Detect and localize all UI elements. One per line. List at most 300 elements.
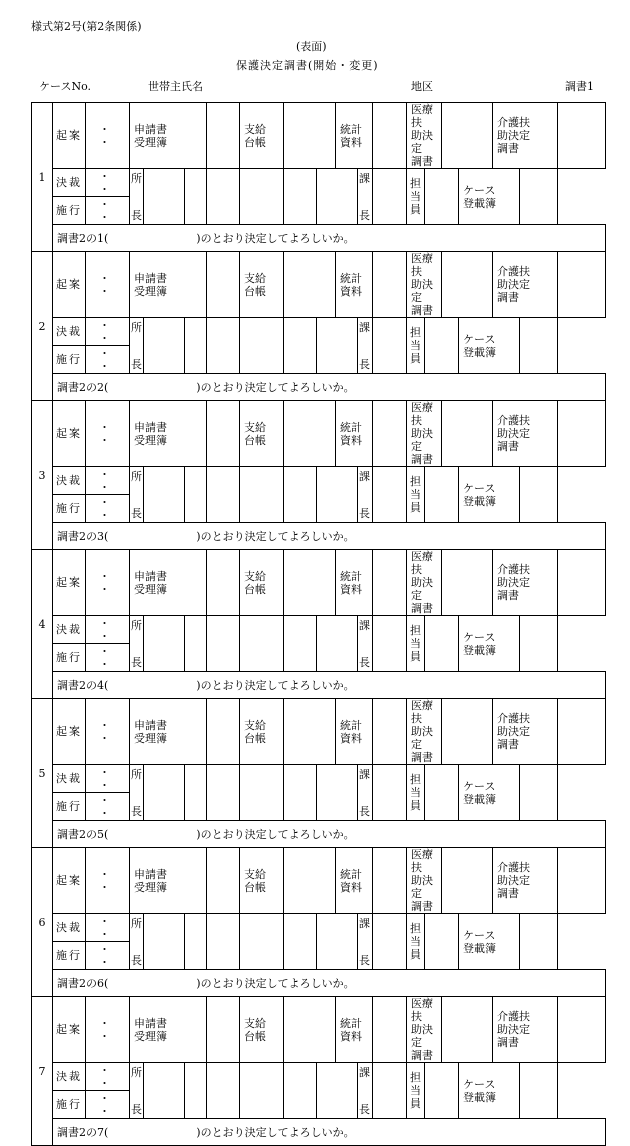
application-line-1: 申請書	[134, 718, 167, 732]
medical-aid-stamp[interactable]	[442, 699, 493, 765]
case-register-stamp[interactable]	[520, 765, 558, 821]
medical-aid-stamp[interactable]	[442, 997, 493, 1063]
section-chief-char-2: 長	[359, 954, 371, 967]
application-line-1: 申請書	[134, 122, 167, 136]
director-char-1: 所	[131, 172, 142, 185]
statistics-line-1: 統計	[340, 420, 363, 434]
draft-label: 起案	[53, 252, 86, 318]
director-seal-1[interactable]	[144, 765, 185, 821]
payment-line-2: 台帳	[244, 135, 267, 149]
statistics-stamp[interactable]	[373, 997, 407, 1063]
payment-line-1: 支給	[244, 1016, 267, 1030]
director-char-2: 長	[131, 507, 142, 520]
caseworker-label	[407, 318, 425, 374]
application-register-stamp[interactable]	[207, 252, 240, 318]
medical-line-3: 調書	[411, 900, 434, 913]
medical-line-2: 助決定	[411, 1023, 434, 1049]
medical-line-2: 助決定	[411, 874, 434, 900]
application-register-stamp[interactable]	[207, 550, 240, 616]
director-seal-4[interactable]	[240, 616, 284, 672]
medical-line-3: 調書	[411, 751, 434, 764]
director-seal-1[interactable]	[144, 914, 185, 970]
director-seal-5[interactable]	[284, 616, 317, 672]
section-chief-char-1: 課	[359, 917, 371, 930]
execution-date-field[interactable]: ・ ・	[86, 1091, 130, 1119]
case-register-line-1: ケース	[463, 630, 496, 644]
statistics-line-1: 統計	[340, 271, 363, 285]
statistics-line-2: 資料	[340, 731, 363, 745]
medical-aid-label	[407, 848, 442, 914]
confirmation-prefix: 調書2の1(	[57, 231, 109, 245]
director-seal-1[interactable]	[144, 169, 185, 225]
execution-label: 施行	[53, 495, 86, 523]
payment-ledger-stamp[interactable]	[284, 550, 336, 616]
section-chief-seal[interactable]	[373, 467, 407, 523]
section-chief-char-2: 長	[359, 656, 371, 669]
application-line-1: 申請書	[134, 1016, 167, 1030]
section-chief-seal[interactable]	[373, 1063, 407, 1119]
section-chief-seal[interactable]	[373, 616, 407, 672]
care-aid-stamp[interactable]	[558, 252, 606, 318]
case-register-label	[459, 1063, 520, 1119]
execution-date-field[interactable]: ・ ・	[86, 197, 130, 225]
director-seal-5[interactable]	[284, 467, 317, 523]
execution-label: 施行	[53, 942, 86, 970]
caseworker-char-3: 員	[410, 352, 422, 365]
payment-ledger-stamp[interactable]	[284, 848, 336, 914]
payment-ledger-stamp[interactable]	[284, 252, 336, 318]
caseworker-char-1: 担	[410, 177, 422, 190]
medical-aid-label	[407, 252, 442, 318]
decision-date-field[interactable]: ・ ・	[86, 467, 130, 495]
medical-aid-stamp[interactable]	[442, 848, 493, 914]
director-seal-4[interactable]	[240, 1063, 284, 1119]
director-seal-3[interactable]	[207, 616, 240, 672]
care-line-2: 助決定	[497, 576, 531, 589]
medical-aid-stamp[interactable]	[442, 401, 493, 467]
director-seal-2[interactable]	[185, 914, 207, 970]
care-line-3: 調書	[497, 589, 520, 602]
caseworker-char-3: 員	[410, 203, 422, 216]
statistics-label	[336, 550, 373, 616]
decision-label: 決裁	[53, 169, 86, 197]
case-register-line-2: 登載簿	[463, 941, 497, 955]
draft-date-field[interactable]: ・ ・	[86, 848, 130, 914]
decision-date-field[interactable]: ・ ・	[86, 318, 130, 346]
section-chief-label	[358, 169, 373, 225]
case-register-line-2: 登載簿	[463, 345, 497, 359]
block-number: 3	[32, 401, 53, 550]
case-register-stamp[interactable]	[520, 914, 558, 970]
director-seal-6[interactable]	[317, 169, 358, 225]
block-row-decision	[32, 318, 606, 346]
statistics-line-2: 資料	[340, 1029, 363, 1043]
caseworker-seal[interactable]	[425, 765, 459, 821]
director-char-2: 長	[131, 805, 142, 818]
case-register-stamp[interactable]	[520, 169, 558, 225]
confirmation-text[interactable]	[53, 1119, 606, 1146]
block-number: 1	[32, 103, 53, 252]
statistics-line-2: 資料	[340, 880, 363, 894]
section-chief-label	[358, 914, 373, 970]
caseworker-seal[interactable]	[425, 1063, 459, 1119]
medical-line-3: 調書	[411, 304, 434, 317]
statistics-label	[336, 848, 373, 914]
execution-date-field[interactable]: ・ ・	[86, 793, 130, 821]
section-chief-char-1: 課	[359, 172, 371, 185]
care-line-3: 調書	[497, 887, 520, 900]
director-seal-3[interactable]	[207, 318, 240, 374]
director-seal-2[interactable]	[185, 1063, 207, 1119]
care-line-1: 介護扶	[497, 1010, 531, 1023]
director-seal-1[interactable]	[144, 467, 185, 523]
case-register-label	[459, 765, 520, 821]
director-label	[130, 467, 144, 523]
block-number: 2	[32, 252, 53, 401]
caseworker-label	[407, 1063, 425, 1119]
director-seal-2[interactable]	[185, 169, 207, 225]
case-register-stamp[interactable]	[520, 616, 558, 672]
payment-line-1: 支給	[244, 569, 267, 583]
case-register-line-2: 登載簿	[463, 1090, 497, 1104]
block-row-decision	[32, 765, 606, 793]
medical-aid-label	[407, 401, 442, 467]
draft-label: 起案	[53, 550, 86, 616]
statistics-label	[336, 103, 373, 169]
director-seal-3[interactable]	[207, 169, 240, 225]
decision-label: 決裁	[53, 1063, 86, 1091]
confirmation-text[interactable]	[53, 821, 606, 848]
payment-line-1: 支給	[244, 420, 267, 434]
draft-label: 起案	[53, 103, 86, 169]
director-label	[130, 616, 144, 672]
medical-line-3: 調書	[411, 602, 434, 615]
form-number: 様式第2号(第2条関係)	[31, 20, 142, 33]
execution-date-field[interactable]: ・ ・	[86, 346, 130, 374]
director-seal-5[interactable]	[284, 1063, 317, 1119]
section-chief-char-2: 長	[359, 507, 371, 520]
care-aid-stamp[interactable]	[558, 401, 606, 467]
application-line-1: 申請書	[134, 420, 167, 434]
case-register-line-1: ケース	[463, 1077, 496, 1091]
application-register-stamp[interactable]	[207, 699, 240, 765]
medical-line-2: 助決定	[411, 278, 434, 304]
care-aid-stamp[interactable]	[558, 103, 606, 169]
director-seal-3[interactable]	[207, 765, 240, 821]
payment-line-2: 台帳	[244, 433, 267, 447]
section-chief-char-1: 課	[359, 321, 371, 334]
director-label	[130, 318, 144, 374]
director-seal-5[interactable]	[284, 169, 317, 225]
page-title: 保護決定調書(開始・変更)	[236, 59, 379, 72]
confirmation-text[interactable]	[53, 225, 606, 252]
caseworker-label	[407, 914, 425, 970]
director-seal-6[interactable]	[317, 765, 358, 821]
director-seal-5[interactable]	[284, 765, 317, 821]
block-row-decision	[32, 169, 606, 197]
director-seal-4[interactable]	[240, 467, 284, 523]
director-seal-1[interactable]	[144, 1063, 185, 1119]
statistics-line-1: 統計	[340, 1016, 363, 1030]
director-seal-1[interactable]	[144, 318, 185, 374]
care-aid-label	[493, 997, 558, 1063]
confirmation-suffix: )のとおり決定してよろしいか。	[196, 827, 355, 841]
case-register-stamp[interactable]	[520, 318, 558, 374]
draft-label: 起案	[53, 401, 86, 467]
medical-aid-stamp[interactable]	[442, 550, 493, 616]
draft-date-field[interactable]: ・ ・	[86, 699, 130, 765]
statistics-line-1: 統計	[340, 569, 363, 583]
execution-label: 施行	[53, 346, 86, 374]
payment-ledger-label	[240, 252, 284, 318]
statistics-label	[336, 401, 373, 467]
director-seal-6[interactable]	[317, 467, 358, 523]
block-row-draft	[32, 103, 606, 169]
care-aid-stamp[interactable]	[558, 550, 606, 616]
confirmation-text[interactable]	[53, 523, 606, 550]
director-label	[130, 1063, 144, 1119]
section-chief-char-2: 長	[359, 209, 371, 222]
medical-line-2: 助決定	[411, 576, 434, 602]
decision-date-field[interactable]: ・ ・	[86, 169, 130, 197]
confirmation-prefix: 調書2の2(	[57, 380, 109, 394]
confirmation-text[interactable]	[53, 672, 606, 699]
payment-line-2: 台帳	[244, 731, 267, 745]
case-register-stamp[interactable]	[520, 1063, 558, 1119]
district-label: 地区	[411, 80, 433, 93]
execution-date-field[interactable]: ・ ・	[86, 942, 130, 970]
director-char-2: 長	[131, 954, 142, 967]
statistics-stamp[interactable]	[373, 550, 407, 616]
application-line-2: 受理簿	[134, 135, 167, 149]
decision-date-field[interactable]: ・ ・	[86, 914, 130, 942]
confirmation-prefix: 調書2の4(	[57, 678, 109, 692]
draft-date-field[interactable]: ・ ・	[86, 997, 130, 1063]
confirmation-prefix: 調書2の3(	[57, 529, 109, 543]
director-seal-6[interactable]	[317, 318, 358, 374]
caseworker-char-3: 員	[410, 799, 422, 812]
care-aid-stamp[interactable]	[558, 997, 606, 1063]
side-label: (表面)	[296, 40, 327, 53]
statistics-line-1: 統計	[340, 867, 363, 881]
block-row-draft	[32, 997, 606, 1063]
statistics-stamp[interactable]	[373, 252, 407, 318]
block-row-decision	[32, 1063, 606, 1091]
care-line-2: 助決定	[497, 725, 531, 738]
block-row-draft	[32, 550, 606, 616]
statistics-label	[336, 997, 373, 1063]
medical-line-3: 調書	[411, 155, 434, 168]
execution-date-field[interactable]: ・ ・	[86, 644, 130, 672]
block-row-confirmation	[32, 1119, 606, 1146]
care-aid-label	[493, 103, 558, 169]
case-register-line-2: 登載簿	[463, 196, 497, 210]
director-seal-3[interactable]	[207, 1063, 240, 1119]
block-row-draft	[32, 401, 606, 467]
care-aid-label	[493, 699, 558, 765]
case-register-label	[459, 914, 520, 970]
block-number: 7	[32, 997, 53, 1146]
director-seal-2[interactable]	[185, 318, 207, 374]
confirmation-text[interactable]	[53, 970, 606, 997]
section-chief-char-2: 長	[359, 1103, 371, 1116]
caseworker-char-2: 当	[410, 190, 422, 203]
section-chief-seal[interactable]	[373, 914, 407, 970]
payment-ledger-stamp[interactable]	[284, 699, 336, 765]
draft-label: 起案	[53, 848, 86, 914]
director-seal-3[interactable]	[207, 467, 240, 523]
director-seal-2[interactable]	[185, 467, 207, 523]
application-line-1: 申請書	[134, 867, 167, 881]
director-seal-4[interactable]	[240, 765, 284, 821]
statistics-stamp[interactable]	[373, 103, 407, 169]
care-aid-label	[493, 401, 558, 467]
case-register-line-1: ケース	[463, 332, 496, 346]
case-register-line-1: ケース	[463, 928, 496, 942]
statistics-stamp[interactable]	[373, 848, 407, 914]
director-seal-2[interactable]	[185, 616, 207, 672]
director-seal-6[interactable]	[317, 914, 358, 970]
director-seal-6[interactable]	[317, 616, 358, 672]
payment-line-2: 台帳	[244, 1029, 267, 1043]
director-seal-6[interactable]	[317, 1063, 358, 1119]
application-register-label	[130, 252, 207, 318]
draft-date-field[interactable]: ・ ・	[86, 401, 130, 467]
section-chief-seal[interactable]	[373, 318, 407, 374]
statistics-line-1: 統計	[340, 718, 363, 732]
care-line-2: 助決定	[497, 1023, 531, 1036]
director-seal-2[interactable]	[185, 765, 207, 821]
block-row-draft	[32, 252, 606, 318]
case-register-label	[459, 616, 520, 672]
block-row-draft	[32, 848, 606, 914]
section-chief-char-1: 課	[359, 1066, 371, 1079]
care-line-3: 調書	[497, 291, 520, 304]
director-seal-4[interactable]	[240, 318, 284, 374]
care-line-2: 助決定	[497, 427, 531, 440]
caseworker-char-2: 当	[410, 1084, 422, 1097]
draft-date-field[interactable]: ・ ・	[86, 550, 130, 616]
section-chief-label	[358, 1063, 373, 1119]
block-row-confirmation	[32, 821, 606, 848]
payment-line-1: 支給	[244, 271, 267, 285]
director-seal-4[interactable]	[240, 169, 284, 225]
caseworker-seal[interactable]	[425, 467, 459, 523]
director-label	[130, 914, 144, 970]
caseworker-char-2: 当	[410, 637, 422, 650]
statistics-line-2: 資料	[340, 433, 363, 447]
execution-label: 施行	[53, 793, 86, 821]
medical-line-1: 医療扶	[411, 848, 434, 874]
statistics-stamp[interactable]	[373, 401, 407, 467]
application-register-label	[130, 997, 207, 1063]
medical-aid-stamp[interactable]	[442, 103, 493, 169]
confirmation-suffix: )のとおり決定してよろしいか。	[196, 1125, 355, 1139]
caseworker-seal[interactable]	[425, 616, 459, 672]
care-aid-stamp[interactable]	[558, 848, 606, 914]
care-line-2: 助決定	[497, 874, 531, 887]
payment-line-2: 台帳	[244, 582, 267, 596]
decision-label: 決裁	[53, 467, 86, 495]
care-line-3: 調書	[497, 1036, 520, 1049]
director-seal-1[interactable]	[144, 616, 185, 672]
caseworker-seal[interactable]	[425, 914, 459, 970]
confirmation-prefix: 調書2の5(	[57, 827, 109, 841]
confirmation-suffix: )のとおり決定してよろしいか。	[196, 529, 355, 543]
application-register-stamp[interactable]	[207, 401, 240, 467]
execution-date-field[interactable]: ・ ・	[86, 495, 130, 523]
case-register-line-2: 登載簿	[463, 643, 497, 657]
application-line-2: 受理簿	[134, 582, 167, 596]
medical-aid-stamp[interactable]	[442, 252, 493, 318]
caseworker-char-3: 員	[410, 948, 422, 961]
director-seal-3[interactable]	[207, 914, 240, 970]
director-char-1: 所	[131, 321, 142, 334]
payment-ledger-stamp[interactable]	[284, 401, 336, 467]
draft-date-field[interactable]: ・ ・	[86, 252, 130, 318]
application-line-1: 申請書	[134, 569, 167, 583]
director-seal-5[interactable]	[284, 914, 317, 970]
director-seal-4[interactable]	[240, 914, 284, 970]
caseworker-seal[interactable]	[425, 318, 459, 374]
decision-date-field[interactable]: ・ ・	[86, 765, 130, 793]
caseworker-char-2: 当	[410, 488, 422, 501]
caseworker-char-2: 当	[410, 786, 422, 799]
caseworker-seal[interactable]	[425, 169, 459, 225]
section-chief-seal[interactable]	[373, 169, 407, 225]
application-register-stamp[interactable]	[207, 997, 240, 1063]
medical-line-3: 調書	[411, 453, 434, 466]
decision-label: 決裁	[53, 616, 86, 644]
caseworker-char-3: 員	[410, 1097, 422, 1110]
application-register-stamp[interactable]	[207, 848, 240, 914]
decision-form-table	[31, 102, 606, 1146]
application-register-stamp[interactable]	[207, 103, 240, 169]
payment-ledger-stamp[interactable]	[284, 103, 336, 169]
application-line-2: 受理簿	[134, 433, 167, 447]
payment-ledger-label	[240, 550, 284, 616]
caseworker-char-1: 担	[410, 922, 422, 935]
case-register-stamp[interactable]	[520, 467, 558, 523]
payment-line-1: 支給	[244, 718, 267, 732]
director-char-2: 長	[131, 358, 142, 371]
medical-line-1: 医療扶	[411, 103, 434, 129]
payment-ledger-label	[240, 848, 284, 914]
payment-ledger-label	[240, 997, 284, 1063]
decision-date-field[interactable]: ・ ・	[86, 1063, 130, 1091]
payment-ledger-stamp[interactable]	[284, 997, 336, 1063]
care-aid-stamp[interactable]	[558, 699, 606, 765]
medical-aid-label	[407, 997, 442, 1063]
draft-label: 起案	[53, 699, 86, 765]
section-chief-seal[interactable]	[373, 765, 407, 821]
decision-label: 決裁	[53, 765, 86, 793]
director-char-2: 長	[131, 1103, 142, 1116]
block-row-confirmation	[32, 225, 606, 252]
care-aid-label	[493, 848, 558, 914]
caseworker-char-3: 員	[410, 650, 422, 663]
draft-date-field[interactable]: ・ ・	[86, 103, 130, 169]
statistics-stamp[interactable]	[373, 699, 407, 765]
caseworker-label	[407, 169, 425, 225]
care-line-3: 調書	[497, 440, 520, 453]
statistics-line-1: 統計	[340, 122, 363, 136]
block-number: 5	[32, 699, 53, 848]
confirmation-text[interactable]	[53, 374, 606, 401]
case-register-label	[459, 467, 520, 523]
director-seal-5[interactable]	[284, 318, 317, 374]
decision-date-field[interactable]: ・ ・	[86, 616, 130, 644]
